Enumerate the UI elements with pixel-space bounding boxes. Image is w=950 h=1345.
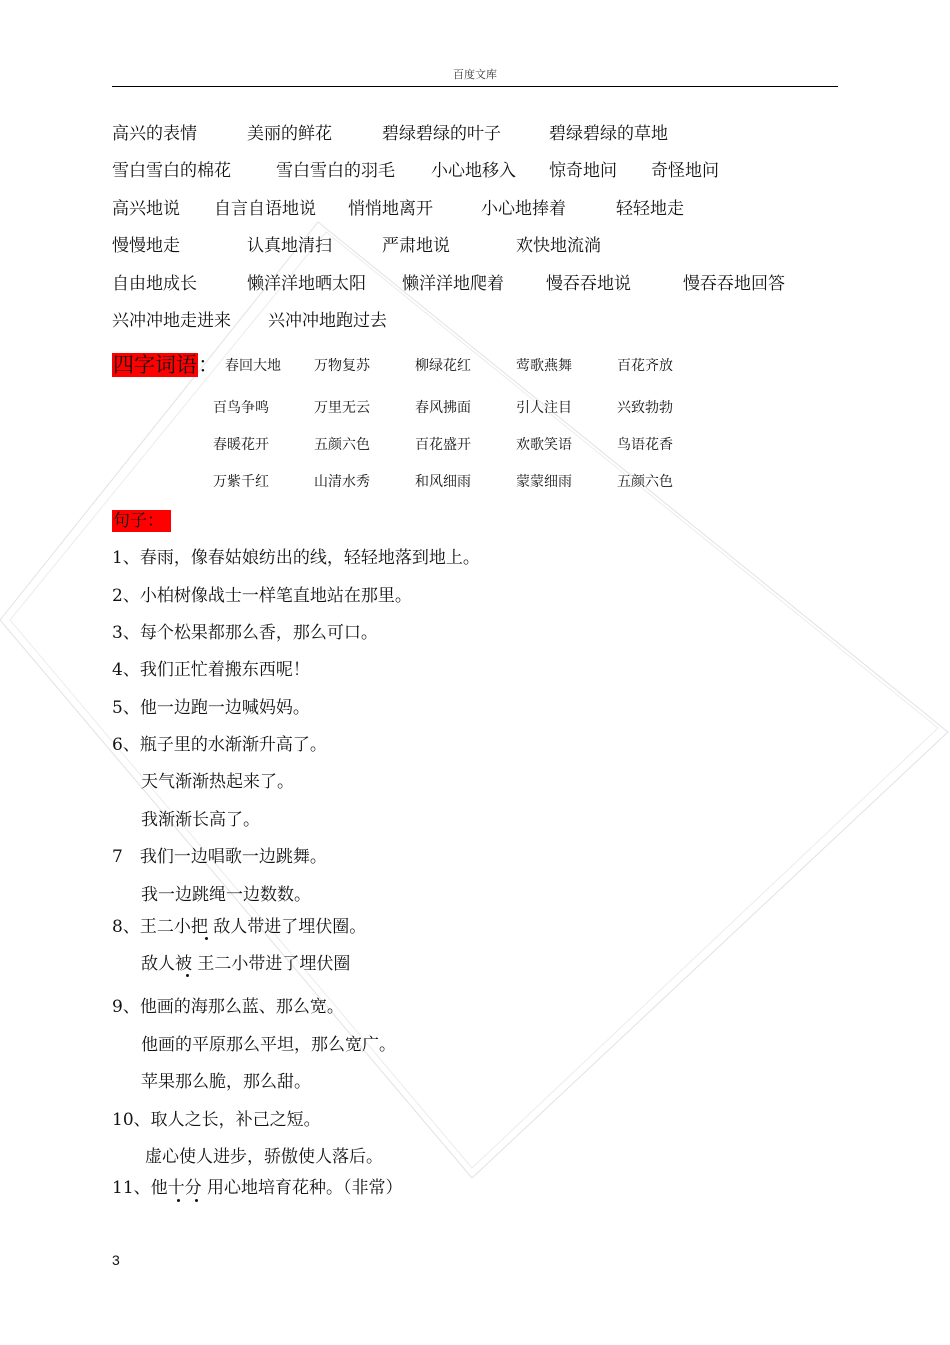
word: 高兴的表情 [112, 124, 197, 144]
sentence: 5、他一边跑一边喊妈妈。 [112, 698, 310, 718]
idiom: 万紫千红 [213, 474, 269, 490]
idiom: 春风拂面 [415, 400, 471, 416]
sentence: 2、小柏树像战士一样笔直地站在那里。 [112, 586, 412, 606]
word: 奇怪地问 [651, 161, 719, 181]
sentence: 虚心使人进步，骄傲使人落后。 [145, 1147, 383, 1167]
sentence: 8、王二小把 敌人带进了埋伏圈。 [112, 917, 367, 937]
idioms-colon: ： [198, 353, 219, 377]
emphasis-dot [177, 1199, 180, 1202]
sentence: 我一边跳绳一边数数。 [141, 885, 311, 905]
word: 认真地清扫 [247, 236, 332, 256]
sentence: 10、取人之长，补己之短。 [112, 1110, 321, 1130]
sentence: 我渐渐长高了。 [141, 810, 260, 830]
idiom: 和风细雨 [415, 474, 471, 490]
idiom: 万里无云 [314, 400, 370, 416]
idiom: 百花盛开 [415, 437, 471, 453]
idiom: 蒙蒙细雨 [516, 474, 572, 490]
page-header [112, 67, 838, 87]
word: 雪白雪白的羽毛 [276, 161, 395, 181]
word: 自由地成长 [112, 274, 197, 294]
word: 轻轻地走 [616, 199, 684, 219]
idiom: 引人注目 [516, 400, 572, 416]
idioms-heading [112, 352, 219, 378]
header-title: 百度文库 [453, 68, 497, 81]
emphasis-dot [186, 974, 189, 977]
sentence: 天气渐渐热起来了。 [141, 772, 294, 792]
word: 小心地移入 [431, 161, 516, 181]
word: 懒洋洋地晒太阳 [247, 274, 366, 294]
word: 雪白雪白的棉花 [112, 161, 231, 181]
sentence: 敌人被 王二小带进了埋伏圈 [141, 954, 351, 974]
idiom: 春回大地 [225, 358, 281, 374]
sentence: 7 我们一边唱歌一边跳舞。 [112, 847, 327, 867]
idiom: 万物复苏 [314, 358, 370, 374]
idiom: 柳绿花红 [415, 358, 471, 374]
word: 美丽的鲜花 [247, 124, 332, 144]
word: 惊奇地问 [549, 161, 617, 181]
sentences-label: 句子： [112, 510, 171, 532]
idioms-label: 四字词语 [113, 353, 197, 377]
sentence: 6、瓶子里的水渐渐升高了。 [112, 735, 327, 755]
page-number: 3 [112, 1252, 120, 1268]
idiom: 百鸟争鸣 [213, 400, 269, 416]
word: 悄悄地离开 [348, 199, 433, 219]
idiom: 百花齐放 [617, 358, 673, 374]
word: 慢吞吞地回答 [683, 274, 785, 294]
word: 高兴地说 [112, 199, 180, 219]
word: 兴冲冲地跑过去 [268, 311, 387, 331]
sentence: 苹果那么脆，那么甜。 [141, 1072, 311, 1092]
idiom: 兴致勃勃 [617, 400, 673, 416]
word: 欢快地流淌 [516, 236, 601, 256]
idiom: 五颜六色 [617, 474, 673, 490]
word: 慢吞吞地说 [546, 274, 631, 294]
idiom: 五颜六色 [314, 437, 370, 453]
word: 小心地捧着 [481, 199, 566, 219]
sentence: 3、每个松果都那么香，那么可口。 [112, 623, 378, 643]
sentence: 他画的平原那么平坦，那么宽广。 [141, 1035, 396, 1055]
word: 碧绿碧绿的草地 [549, 124, 668, 144]
sentence: 1、春雨，像春姑娘纺出的线，轻轻地落到地上。 [112, 548, 480, 568]
word: 懒洋洋地爬着 [402, 274, 504, 294]
idiom: 鸟语花香 [617, 437, 673, 453]
emphasis-dot [195, 1199, 198, 1202]
sentence: 4、我们正忙着搬东西呢！ [112, 660, 310, 680]
word: 兴冲冲地走进来 [112, 311, 231, 331]
word: 碧绿碧绿的叶子 [382, 124, 501, 144]
idiom: 山清水秀 [314, 474, 370, 490]
emphasis-dot [205, 937, 208, 940]
idiom: 春暖花开 [213, 437, 269, 453]
word: 严肃地说 [382, 236, 450, 256]
idiom: 莺歌燕舞 [516, 358, 572, 374]
sentence: 11、他十分 用心地培育花种。（非常） [112, 1178, 403, 1198]
idiom: 欢歌笑语 [516, 437, 572, 453]
sentence: 9、他画的海那么蓝、那么宽。 [112, 997, 344, 1017]
word: 自言自语地说 [214, 199, 316, 219]
word: 慢慢地走 [112, 236, 180, 256]
